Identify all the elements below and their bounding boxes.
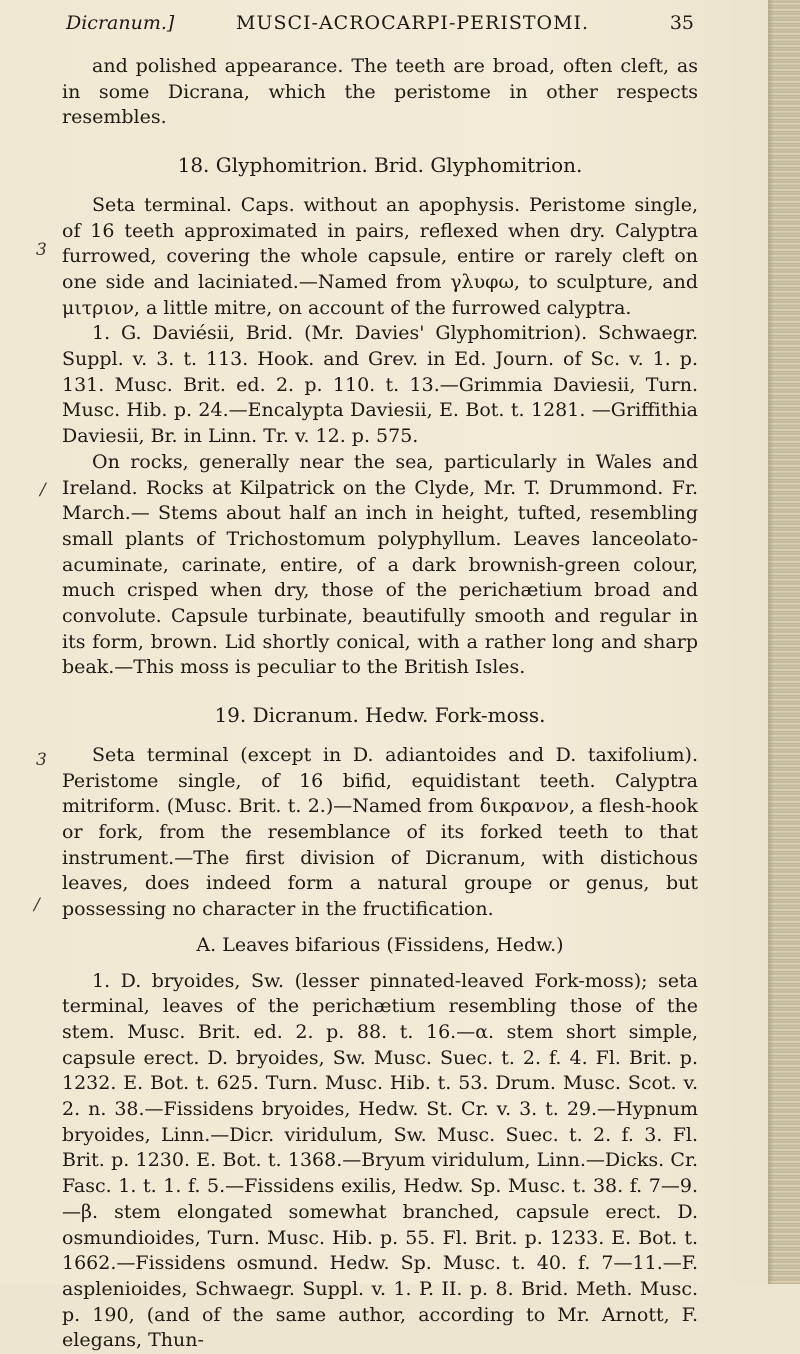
section-19-species: 1. D. bryoides, Sw. (lesser pinnated-leaved Fork-moss); seta terminal, leaves of the perichætium resembling those of the stem. Musc. Brit. ed. 2. p. 88. t. 16.—α. stem short simple, capsule erect. D. bryoides, Sw. Musc. Suec. t. 2. f. 4. Fl. Brit. p. 1232. E. Bot. t. 625. Turn. Musc. Hib. t. 53. Drum. Musc. Scot. v. 2. n. 38.—Fissidens bryoides, Hedw. St. Cr. v. 3. t. 29.—Hypnum bryoides, Linn.—Dicr. viridulum, Sw. Musc. Suec. t. 2. f. 3. Fl. Brit. p. 1230. E. Bot. t. 1368.—Bryum viridulum, Linn.—Dicks. Cr. Fasc. 1. t. 1. f. 5.—Fissidens exilis, Hedw. Sp. Musc. t. 38. f. 7—9.—β. stem elongated somewhat branched, capsule erect. D. osmundioides, Turn. Musc. Hib. p. 55. Fl. Brit. p. 1233. E. Bot. t. 1662.—Fissidens osmund. Hedw. Sp. Musc. t. 40. f. 7—11.—F. asplenioides, Schwaegr. Suppl. v. 1. P. II. p. 8. Brid. Meth. Musc. p. 190, (and of the same author, according to Mr. Arnott, F. elegans, Thun- [62,969,698,1354]
intro-paragraph: and polished appearance. The teeth are broad, often cleft, as in some Dicrana, which the peristome in other respects resembles. [62,54,698,131]
page-body [62,54,698,1354]
section-19-heading: 19. Dicranum. Hedw. Fork-moss. [62,703,698,729]
subsection-heading: A. Leaves bifarious (Fissidens, Hedw.) [62,933,698,959]
page-number: 35 [670,12,694,34]
header-title: MUSCI-ACROCARPI-PERISTOMI. [236,12,589,34]
section-19-description: Seta terminal (except in D. adiantoides and D. taxifolium). Peristome single, of 16 bifid, equidistant teeth. Calyptra mitriform. (Musc. Brit. t. 2.)—Named from δικρανον, a flesh-hook or fork, from the resemblance of its forked teeth to that instrument.—The first division of Dicranum, with distichous leaves, does indeed form a natural groupe or genus, but possessing no character in the fructification. [62,743,698,923]
margin-mark: 3 [36,750,47,770]
section-18-habitat: On rocks, generally near the sea, particularly in Wales and Ireland. Rocks at Kilpatrick on the Clyde, Mr. T. Drummond. Fr. March.— Stems about half an inch in height, tufted, resembling small plants of Trichostomum polyphyllum. Leaves lanceolato-acuminate, carinate, entire, of a dark brownish-green colour, much crisped when dry, those of the perichætium broad and convolute. Capsule turbinate, beautifully smooth and regular in its form, brown. Lid shortly conical, with a rather long and sharp beak.—This moss is peculiar to the British Isles. [62,450,698,681]
running-header [66,10,694,40]
page-edge [768,0,800,1284]
margin-mark: / [40,480,46,500]
margin-mark: 3 [36,240,47,260]
section-18-description: Seta terminal. Caps. without an apophysis. Peristome single, of 16 teeth approximated in pairs, reflexed when dry. Calyptra furrowed, covering the whole capsule, entire or rarely cleft on one side and laciniated.—Named from γλυφω, to sculpture, and μιτριον, a little mitre, on account of the furrowed calyptra. [62,193,698,322]
section-18-species: 1. G. Daviésii, Brid. (Mr. Davies' Glyphomitrion). Schwaegr. Suppl. v. 3. t. 113. Hook. and Grev. in Ed. Journ. of Sc. v. 1. p. 131. Musc. Brit. ed. 2. p. 110. t. 13.—Grimmia Daviesii, Turn. Musc. Hib. p. 24.—Encalypta Daviesii, E. Bot. t. 1281. —Griffithia Daviesii, Br. in Linn. Tr. v. 12. p. 575. [62,321,698,450]
section-18-heading: 18. Glyphomitrion. Brid. Glyphomitrion. [62,153,698,179]
header-genus: Dicranum.] [66,12,174,34]
margin-mark: / [34,895,40,915]
